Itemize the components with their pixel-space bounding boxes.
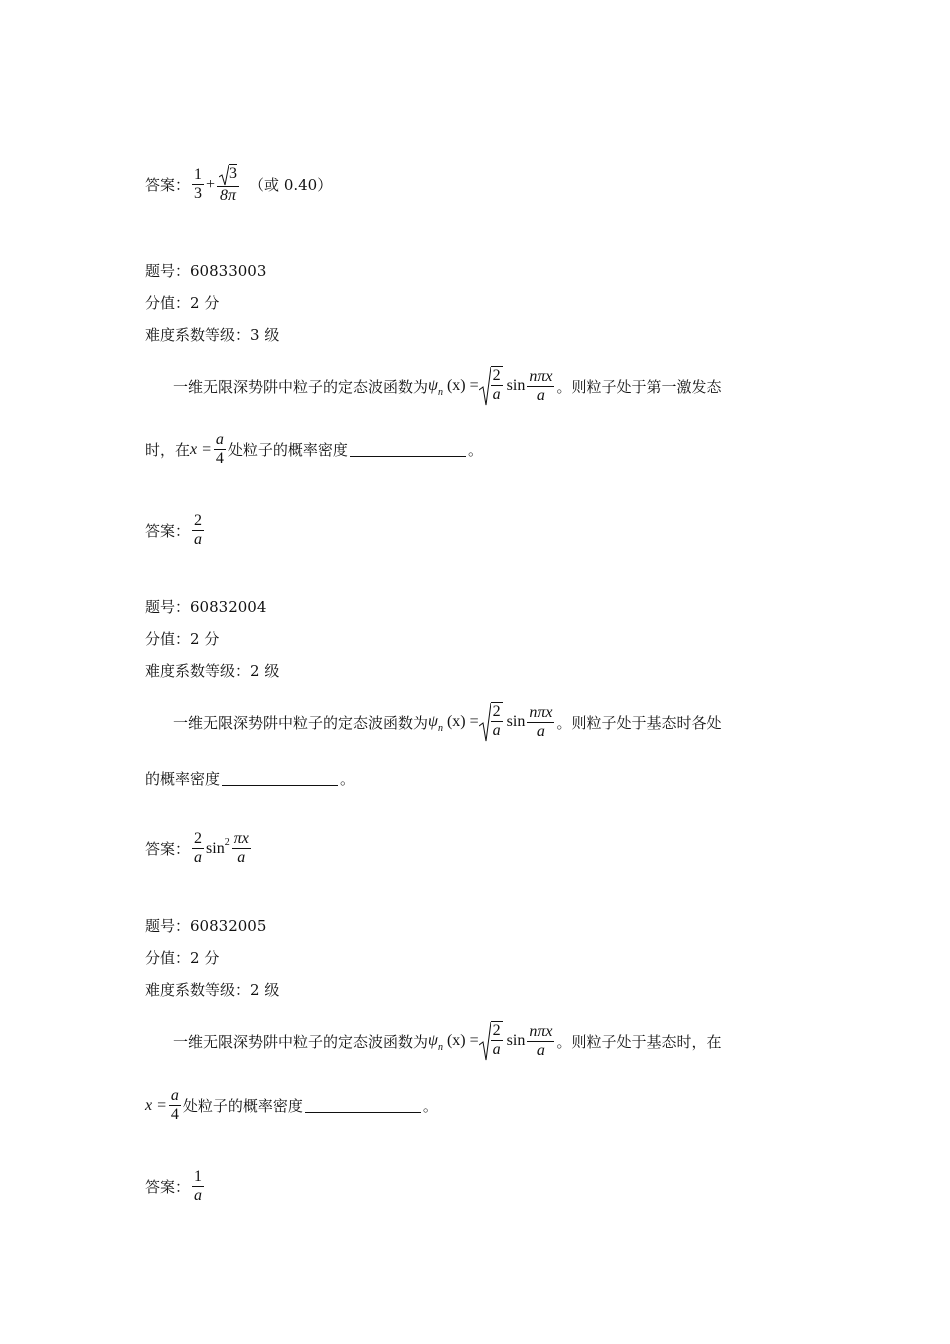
plus-sign: + <box>206 175 216 193</box>
question-2-difficulty: 难度系数等级：2 级 <box>145 662 280 680</box>
question-2-score: 分值：2 分 <box>145 630 220 648</box>
answer-blank <box>305 1098 421 1113</box>
wavefunction: $\psi_n$ (x) = <box>428 1032 479 1053</box>
answer-block-3: 答案： $\frac{1}{a}$ <box>145 1168 203 1204</box>
answer-fraction-1: $\frac{1}{3}$ <box>194 166 203 202</box>
question-3-body-line-2: x = $\frac{a}{4}$ 处粒子的概率密度 。 <box>145 1087 438 1123</box>
question-3-body-line-1: 一维无限深势阱中粒子的定态波函数为 $\psi_n$ (x) = $\frac{2}{a}$ sin $\frac{\text{nπx}}{a}$ 。则粒子处于基态时，在 <box>173 1021 721 1061</box>
question-2-number: 题号：60832004 <box>145 598 267 616</box>
answer-fraction: $\frac{2}{a}$ <box>194 512 203 548</box>
answer-block-2: 答案： $\frac{2}{a}$ $\sin^2$ $\frac{\pi x}{a}$ <box>145 830 249 866</box>
question-1-body-line-1: 一维无限深势阱中粒子的定态波函数为 $\psi_n$ (x) = $\frac{2}{a}$ sin $\frac{\text{nπx}}{a}$ 。则粒子处于第一激发态 <box>173 366 721 406</box>
sqrt-sign: 3 <box>219 164 237 186</box>
wavefunction: $\psi_n$ (x) = <box>428 377 479 398</box>
question-1-number: 题号：60833003 <box>145 262 267 280</box>
sqrt-sign: $\frac{2}{a}$ <box>479 702 503 742</box>
answer-blank <box>350 442 466 457</box>
wavefunction: $\psi_n$ (x) = <box>428 713 479 734</box>
radical-icon <box>219 164 229 186</box>
radical-icon <box>479 702 491 742</box>
sine-squared: $\sin^2$ <box>206 836 230 857</box>
condition-fraction: $\frac{a}{4}$ <box>215 431 224 467</box>
radical-icon <box>479 366 491 406</box>
answer-coefficient: $\frac{2}{a}$ <box>194 830 203 866</box>
answer-block-0 <box>145 164 332 205</box>
answer-fraction: $\frac{1}{a}$ <box>194 1168 203 1204</box>
sine-argument: $\frac{\text{nπx}}{a}$ <box>529 703 553 740</box>
question-3-number: 题号：60832005 <box>145 917 267 935</box>
sine-argument: $\frac{\text{nπx}}{a}$ <box>529 1022 553 1059</box>
question-2-body-line-1: 一维无限深势阱中粒子的定态波函数为 $\psi_n$ (x) = $\frac{2}{a}$ sin $\frac{\text{nπx}}{a}$ 。则粒子处于基态时各处 <box>173 702 721 742</box>
sqrt-sign: $\frac{2}{a}$ <box>479 1021 503 1061</box>
question-1-difficulty: 难度系数等级：3 级 <box>145 326 280 344</box>
condition-fraction: $\frac{a}{4}$ <box>170 1087 179 1123</box>
question-2-body-line-2: 的概率密度 。 <box>145 770 356 788</box>
question-1-body-line-2: 时，在 x = $\frac{a}{4}$ 处粒子的概率密度 。 <box>145 431 483 467</box>
answer-fraction-2: $\frac{3}{8\pi}$ <box>217 164 239 205</box>
question-3-score: 分值：2 分 <box>145 949 220 967</box>
radical-icon <box>479 1021 491 1061</box>
answer-argument: $\frac{\pi x}{a}$ <box>233 830 249 866</box>
sqrt-sign: $\frac{2}{a}$ <box>479 366 503 406</box>
question-3-difficulty: 难度系数等级：2 级 <box>145 981 280 999</box>
answer-note: （或 0.40） <box>249 176 333 194</box>
question-1-score: 分值：2 分 <box>145 294 220 312</box>
answer-label: 答案： <box>145 176 191 194</box>
sine-argument: $\frac{\text{nπx}}{a}$ <box>529 367 553 404</box>
answer-blank <box>222 771 338 786</box>
answer-block-1: 答案： $\frac{2}{a}$ <box>145 512 203 548</box>
